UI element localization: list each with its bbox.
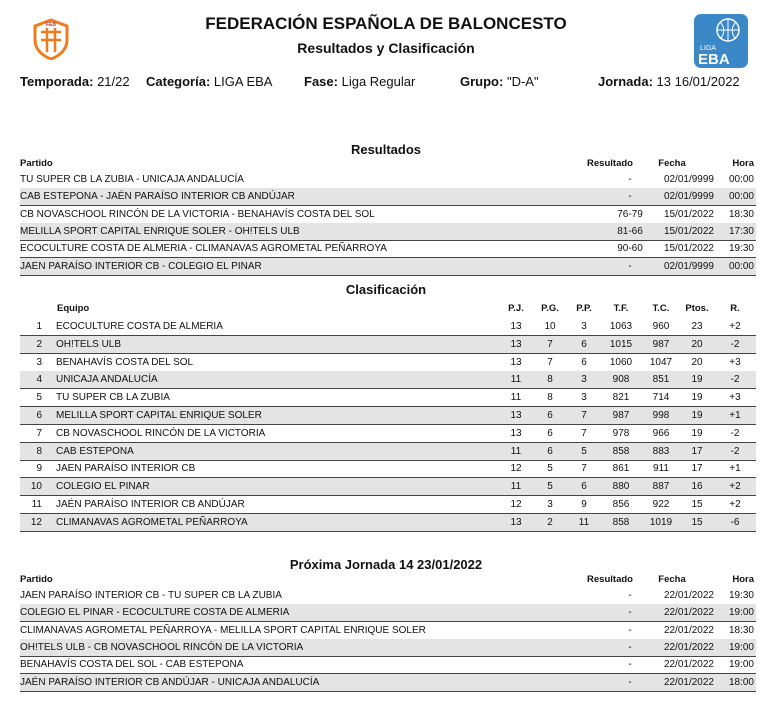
standings-pg: 3 [547,499,553,510]
standings-ptos: 19 [691,392,703,404]
standings-position: 4 [36,374,42,386]
standings-team: CB NOVASCHOOL RINCÓN DE LA VICTORIA [56,427,266,439]
standings-team: OH!TELS ULB [56,338,122,350]
standings-tc: 883 [652,445,670,457]
standings-r: +3 [729,356,741,368]
standings-tc: 987 [652,338,670,350]
standings-team: TU SUPER CB LA ZUBIA [56,392,170,404]
standings-tc: 714 [652,392,670,404]
next-header-row [20,571,756,588]
standings-pj: 13 [510,356,522,368]
standings-header-pg: P.G. [541,303,559,314]
standings-tf: 1015 [609,338,633,350]
standings-position: 7 [36,427,42,439]
feb-logo-text: FEB [46,22,56,28]
standings-pj: 12 [510,499,522,510]
meta-temporada [20,74,130,89]
match-result: - [628,676,632,688]
standings-title: Clasificación [345,282,427,297]
standings-position: 10 [30,481,42,493]
standings-tf: 1063 [609,321,633,332]
standings-ptos: 20 [691,338,703,350]
standings-position: 11 [31,499,42,510]
match-teams: JAÉN PARAÍSO INTERIOR CB ANDÚJAR - UNICAJA ANDALUCÍA [20,676,320,688]
standings-row [20,478,756,496]
standings-pp: 3 [581,392,587,404]
match-date: 22/01/2022 [663,607,714,619]
match-row [20,258,756,276]
match-time: 19:00 [728,641,754,653]
standings-r: -2 [730,338,740,350]
match-row [20,206,756,224]
standings-header-tf: T.F. [613,303,629,314]
standings-pj: 13 [510,338,522,350]
results-header-row [20,155,756,172]
match-result: 76-79 [617,208,643,220]
fase-label: Fase: [304,74,338,89]
standings-header-ptos: Ptos. [685,303,709,314]
standings-tc: 922 [652,499,670,510]
standings-team: JAÉN PARAÍSO INTERIOR CB ANDÚJAR [56,499,245,510]
standings-tf: 856 [612,499,630,510]
match-row [20,639,756,657]
standings-position: 3 [36,356,42,368]
standings-pg: 5 [547,463,553,475]
standings-pg: 6 [547,445,553,457]
standings-pj: 11 [510,374,522,386]
match-time: 19:00 [728,659,754,671]
standings-position: 8 [36,445,42,457]
standings-row [20,443,756,461]
match-date: 22/01/2022 [663,624,714,636]
standings-position: 12 [30,516,42,528]
meta-grupo [460,74,539,89]
standings-ptos: 16 [691,481,703,493]
standings-tc: 887 [652,481,670,493]
meta-categoria [146,74,272,89]
match-result: - [628,191,632,203]
standings-ptos: 17 [691,445,703,457]
results-title: Resultados [350,142,422,157]
next-header-resultado: Resultado [587,574,633,585]
next-header-hora: Hora [732,574,754,585]
grupo-label: Grupo: [460,74,504,89]
standings-row [20,496,756,514]
match-result: - [628,174,632,185]
results-header-hora: Hora [732,158,754,169]
standings-pj: 11 [510,392,522,404]
standings-tc: 960 [652,321,670,332]
temporada-value: 21/22 [97,74,130,89]
match-row [20,171,756,189]
standings-tf: 908 [612,374,630,386]
match-time: 17:30 [728,225,754,237]
standings-position: 5 [36,392,42,404]
match-teams: CAB ESTEPONA - JAÉN PARAÍSO INTERIOR CB ANDÚJAR [20,191,295,203]
standings-team: ECOCULTURE COSTA DE ALMERIA [56,321,223,332]
match-time: 00:00 [728,191,754,203]
match-row [20,656,756,674]
standings-pp: 7 [581,463,587,475]
standings-header-tc: T.C. [652,303,670,314]
standings-row [20,354,756,372]
standings-ptos: 17 [691,463,703,475]
jornada-value: 13 16/01/2022 [656,74,740,89]
page-subtitle: Resultados y Clasificación [297,40,475,56]
standings-tf: 821 [612,392,630,404]
standings-position: 6 [36,410,42,421]
standings-pj: 13 [510,516,522,528]
standings-tf: 858 [612,445,630,457]
standings-pg: 2 [547,516,553,528]
standings-header-r: R. [730,303,740,314]
match-row [20,674,756,692]
standings-position: 2 [36,338,42,350]
standings-pp: 6 [581,338,587,350]
standings-team: JAEN PARAÍSO INTERIOR CB [56,463,196,475]
standings-pp: 3 [581,321,587,332]
standings-team: COLEGIO EL PINAR [56,481,150,493]
standings-r: -2 [730,374,740,386]
standings-ptos: 23 [691,321,703,332]
standings-tf: 861 [612,463,630,475]
standings-r: +2 [729,321,741,332]
match-time: 19:30 [728,243,754,255]
standings-ptos: 15 [691,516,703,528]
match-teams: JAEN PARAÍSO INTERIOR CB - TU SUPER CB LA ZUBIA [20,590,282,601]
match-teams: CLIMANAVAS AGROMETAL PEÑARROYA - MELILLA SPORT CAPITAL ENRIQUE SOLER [20,624,426,636]
match-date: 02/01/9999 [663,260,714,272]
match-time: 18:00 [728,676,754,688]
standings-pj: 12 [510,463,522,475]
standings-r: -2 [730,427,740,439]
standings-pj: 13 [510,427,522,439]
standings-r: -2 [730,445,740,457]
standings-r: +2 [729,481,741,493]
standings-pp: 11 [578,516,590,528]
fase-value: Liga Regular [341,74,416,89]
page-title: FEDERACIÓN ESPAÑOLA DE BALONCESTO [205,14,567,33]
standings-ptos: 19 [691,427,703,439]
standings-row [20,371,756,389]
match-time: 19:00 [728,607,754,619]
standings-r: +1 [729,463,741,475]
match-result: - [628,260,632,272]
match-date: 02/01/9999 [663,191,714,203]
match-result: - [628,624,632,636]
standings-pg: 10 [544,321,556,332]
match-teams: OH!TELS ULB - CB NOVASCHOOL RINCÓN DE LA VICTORIA [20,641,304,653]
match-result: - [628,659,632,671]
standings-tf: 1060 [609,356,633,368]
standings-row [20,460,756,478]
match-result: - [628,641,632,653]
match-row [20,188,756,206]
meta-jornada [598,74,740,89]
standings-pp: 7 [581,427,587,439]
match-result: 81-66 [617,225,643,237]
next-title: Próxima Jornada 14 23/01/2022 [289,557,483,572]
match-teams: JAEN PARAÍSO INTERIOR CB - COLEGIO EL PINAR [20,260,262,272]
standings-pg: 5 [547,481,553,493]
results-header-fecha: Fecha [658,158,686,169]
standings-tc: 911 [653,463,669,475]
match-row [20,604,756,622]
match-result: - [628,607,632,619]
standings-position: 9 [36,463,42,475]
standings-tf: 978 [612,427,630,439]
match-date: 22/01/2022 [663,590,714,601]
jornada-label: Jornada: [598,74,653,89]
match-row [20,587,756,605]
standings-tc: 1047 [649,356,673,368]
match-date: 15/01/2022 [663,243,714,255]
match-teams: CB NOVASCHOOL RINCÓN DE LA VICTORIA - BENAHAVÍS COSTA DEL SOL [20,208,375,220]
standings-pj: 13 [510,410,522,421]
match-teams: BENAHAVÍS COSTA DEL SOL - CAB ESTEPONA [20,659,244,671]
match-row [20,223,756,241]
results-header-resultado: Resultado [587,158,633,169]
next-header-fecha: Fecha [658,574,686,585]
next-header-partido: Partido [20,574,53,585]
standings-position: 1 [36,321,42,332]
match-time: 19:30 [728,590,754,601]
standings-header-pp: P.P. [576,303,592,314]
categoria-value: LIGA EBA [213,74,273,89]
match-teams: ECOCULTURE COSTA DE ALMERIA - CLIMANAVAS AGROMETAL PEÑARROYA [20,243,387,255]
standings-team: CLIMANAVAS AGROMETAL PEÑARROYA [56,516,248,528]
temporada-label: Temporada: [20,74,94,89]
standings-pp: 6 [581,481,587,493]
liga-eba-logo-small: LIGA [700,45,716,52]
standings-tc: 1019 [649,516,673,528]
standings-pg: 7 [547,338,553,350]
standings-row [20,336,756,354]
standings-pg: 7 [547,356,553,368]
standings-pj: 11 [510,445,522,457]
standings-header-pj: P.J. [508,303,524,314]
results-header-partido: Partido [20,158,53,169]
match-time: 18:30 [728,208,754,220]
standings-pg: 8 [547,374,553,386]
standings-tc: 851 [652,374,670,386]
standings-ptos: 15 [691,499,703,510]
standings-pj: 13 [510,321,522,332]
match-result: 90-60 [617,243,643,255]
standings-row [20,514,756,532]
standings-header-equipo: Equipo [57,303,90,314]
match-teams: MELILLA SPORT CAPITAL ENRIQUE SOLER - OH!TELS ULB [20,225,300,237]
standings-r: +3 [729,392,741,404]
match-date: 02/01/9999 [663,174,714,185]
standings-pg: 6 [547,410,553,421]
standings-pp: 3 [581,374,587,386]
standings-tf: 987 [612,410,630,421]
match-date: 15/01/2022 [663,208,714,220]
standings-r: -6 [730,516,740,528]
standings-pp: 9 [581,499,587,510]
standings-team: MELILLA SPORT CAPITAL ENRIQUE SOLER [56,410,262,421]
standings-ptos: 19 [691,410,703,421]
meta-fase [304,74,415,89]
standings-tc: 966 [652,427,670,439]
match-row [20,240,756,258]
standings-tf: 880 [612,481,630,493]
match-date: 22/01/2022 [663,676,714,688]
standings-pp: 6 [581,356,587,368]
match-time: 00:00 [728,260,754,272]
categoria-label: Categoría: [146,74,211,89]
standings-header-row [20,300,756,317]
standings-row [20,318,756,336]
standings-pg: 8 [547,392,553,404]
standings-row [20,389,756,407]
standings-r: +1 [729,410,741,421]
standings-team: CAB ESTEPONA [56,445,134,457]
standings-row [20,425,756,443]
match-date: 22/01/2022 [663,641,714,653]
standings-team: BENAHAVÍS COSTA DEL SOL [56,356,194,368]
standings-ptos: 20 [691,356,703,368]
match-teams: TU SUPER CB LA ZUBIA - UNICAJA ANDALUCÍA [20,174,244,185]
standings-pp: 7 [581,410,587,421]
match-row [20,622,756,640]
match-result: - [628,590,632,601]
standings-tf: 858 [612,516,630,528]
standings-row [20,407,756,425]
match-time: 00:00 [728,174,754,185]
match-teams: COLEGIO EL PINAR - ECOCULTURE COSTA DE ALMERIA [20,607,290,619]
liga-eba-logo-big: EBA [698,51,730,68]
match-date: 22/01/2022 [663,659,714,671]
grupo-value: "D-A" [506,74,539,89]
standings-tc: 998 [652,410,670,421]
standings-pp: 5 [581,445,587,457]
match-date: 15/01/2022 [663,225,714,237]
standings-pg: 6 [547,427,553,439]
standings-r: +2 [729,499,741,510]
standings-ptos: 19 [691,374,703,386]
match-time: 18:30 [728,624,754,636]
standings-team: UNICAJA ANDALUCÍA [56,374,158,386]
standings-pj: 11 [510,481,522,493]
